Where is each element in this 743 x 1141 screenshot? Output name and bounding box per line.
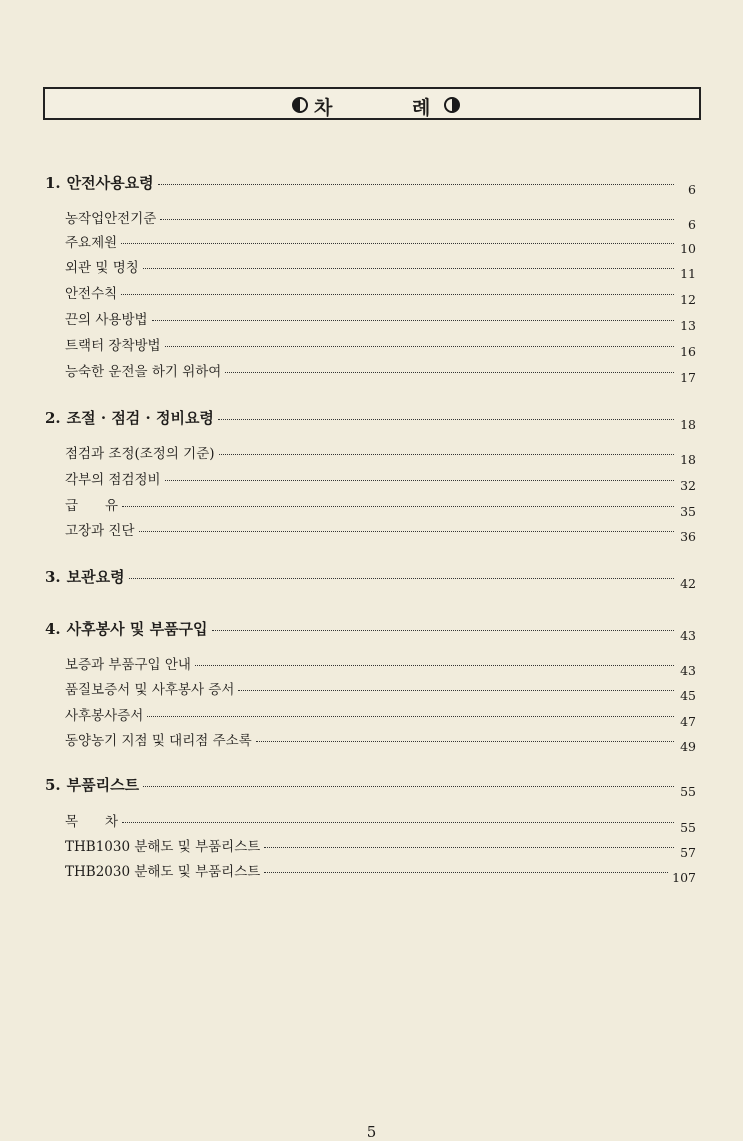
page-number: 5	[366, 1123, 377, 1141]
toc-item-row[interactable]	[65, 282, 696, 307]
toc-item-row[interactable]	[65, 860, 696, 885]
toc-page-number: 16	[680, 344, 696, 359]
toc-item-label: 동양농기 지점 및 대리점 주소록	[65, 733, 252, 749]
toc-section-number: 1.	[45, 174, 61, 192]
toc-title-box	[43, 87, 701, 120]
dot-leader	[158, 184, 674, 185]
toc-item-row[interactable]	[65, 442, 696, 467]
toc-item-label: 능숙한 운전을 하기 위하여	[65, 364, 222, 380]
title-char-right: 례	[412, 97, 432, 119]
toc-item-label: 끈의 사용방법	[65, 312, 148, 328]
toc-item-label: 급 유	[65, 498, 119, 514]
toc-section-number: 4.	[45, 620, 61, 638]
toc-section-title: 보관요령	[66, 568, 125, 586]
dot-leader	[165, 480, 674, 481]
toc-item-row[interactable]	[65, 360, 696, 385]
toc-section-row[interactable]	[45, 774, 696, 799]
dot-leader	[129, 578, 674, 579]
dot-leader	[121, 243, 674, 244]
toc-section-row[interactable]	[45, 618, 696, 643]
dot-leader	[238, 690, 674, 691]
half-circle-right-icon	[444, 97, 460, 113]
toc-page-number: 35	[680, 504, 696, 519]
toc-page-number: 43	[680, 628, 696, 643]
dot-leader	[121, 294, 674, 295]
toc-section-title: 부품리스트	[66, 776, 140, 794]
toc-page-number: 10	[680, 241, 696, 256]
toc-page-number: 45	[680, 688, 696, 703]
half-circle-left-icon	[292, 97, 308, 113]
toc-section-number: 5.	[45, 776, 61, 794]
toc-item-label: 고장과 진단	[65, 523, 135, 539]
dot-leader	[264, 872, 668, 873]
toc-item-row[interactable]	[65, 729, 696, 754]
toc-item-row[interactable]	[65, 256, 696, 281]
toc-page-number: 43	[680, 663, 696, 678]
toc-item-row[interactable]	[65, 231, 696, 256]
toc-page-number: 6	[688, 217, 696, 232]
toc-page-number: 6	[688, 182, 696, 197]
toc-item-row[interactable]	[65, 835, 696, 860]
toc-item-row[interactable]	[65, 308, 696, 333]
dot-leader	[143, 268, 674, 269]
toc-item-row[interactable]	[65, 207, 696, 232]
dot-leader	[152, 320, 674, 321]
toc-item-label: 보증과 부품구입 안내	[65, 657, 191, 673]
toc-item-label: 점검과 조정(조정의 기준)	[65, 446, 215, 462]
toc-page-number: 18	[680, 417, 696, 432]
toc-section-row[interactable]	[45, 566, 696, 591]
toc-item-row[interactable]	[65, 494, 696, 519]
toc-item-label: 안전수칙	[65, 286, 118, 302]
dot-leader	[160, 219, 674, 220]
toc-section-row[interactable]	[45, 407, 696, 432]
toc-page-number: 36	[680, 529, 696, 544]
dot-leader	[219, 454, 674, 455]
toc-page-number: 32	[680, 478, 696, 493]
toc-item-label: 트랙터 장착방법	[65, 338, 161, 354]
toc-page-number: 11	[680, 266, 696, 281]
toc-section-title: 안전사용요령	[66, 174, 154, 192]
dot-leader	[122, 506, 674, 507]
toc-page-number: 12	[680, 292, 696, 307]
toc-page-number: 13	[680, 318, 696, 333]
toc-title	[288, 93, 508, 117]
toc-page-number: 17	[680, 370, 696, 385]
toc-item-row[interactable]	[65, 810, 696, 835]
toc-page-number: 18	[680, 452, 696, 467]
dot-leader	[256, 741, 674, 742]
toc-item-label: THB2030 분해도 및 부품리스트	[65, 864, 261, 880]
toc-page-number: 47	[680, 714, 696, 729]
toc-item-row[interactable]	[65, 704, 696, 729]
toc-section-row[interactable]	[45, 172, 696, 197]
toc-item-row[interactable]	[65, 653, 696, 678]
toc-section-number: 3.	[45, 568, 61, 586]
dot-leader	[165, 346, 674, 347]
dot-leader	[143, 786, 674, 787]
toc-item-label: 주요제원	[65, 235, 118, 251]
dot-leader	[147, 716, 674, 717]
toc-section-title: 사후봉사 및 부품구입	[66, 620, 208, 638]
toc-item-label: 사후봉사증서	[65, 708, 144, 724]
toc-page-number: 107	[672, 870, 696, 885]
dot-leader	[122, 822, 674, 823]
toc-page-number: 55	[680, 784, 696, 799]
dot-leader	[218, 419, 674, 420]
toc-page-number: 42	[680, 576, 696, 591]
toc-page-number: 55	[680, 820, 696, 835]
toc-item-row[interactable]	[65, 468, 696, 493]
toc-item-label: 농작업안전기준	[65, 211, 157, 227]
dot-leader	[195, 665, 674, 666]
toc-item-label: 각부의 점검정비	[65, 472, 161, 488]
dot-leader	[225, 372, 674, 373]
toc-item-label: 목 차	[65, 814, 119, 830]
dot-leader	[139, 531, 675, 532]
title-char-left: 차	[314, 97, 334, 119]
toc-page-number: 49	[680, 739, 696, 754]
toc-item-row[interactable]	[65, 678, 696, 703]
toc-section-number: 2.	[45, 409, 61, 427]
toc-item-label: 품질보증서 및 사후봉사 증서	[65, 682, 235, 698]
toc-item-row[interactable]	[65, 519, 696, 544]
toc-page-number: 57	[680, 845, 696, 860]
dot-leader	[264, 847, 674, 848]
toc-section-title: 조절 · 점검 · 정비요령	[66, 409, 214, 427]
toc-item-row[interactable]	[65, 334, 696, 359]
toc-item-label: 외관 및 명칭	[65, 260, 139, 276]
toc-item-label: THB1030 분해도 및 부품리스트	[65, 839, 261, 855]
dot-leader	[212, 630, 674, 631]
